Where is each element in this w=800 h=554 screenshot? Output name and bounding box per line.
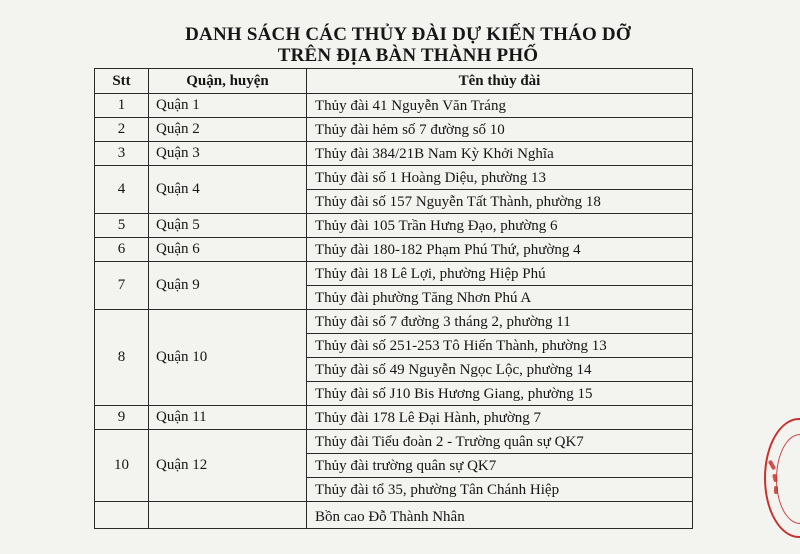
tower-name-cell: Thủy đài 384/21B Nam Kỳ Khởi Nghĩa [307,142,693,166]
district-cell: Quận 3 [149,142,307,166]
table-row [95,214,693,238]
header-district: Quận, huyện [149,69,307,94]
district-cell: Quận 10 [149,310,307,406]
stt-cell: 2 [95,118,149,142]
tower-name-cell: Thủy đài số 157 Nguyễn Tất Thành, phường 18 [307,190,693,214]
header-stt: Stt [95,69,149,94]
header-tower-name: Tên thủy đài [307,69,693,94]
district-cell: Quận 2 [149,118,307,142]
tower-name-cell: Thủy đài 105 Trần Hưng Đạo, phường 6 [307,214,693,238]
tower-name-cell: Thủy đài số J10 Bis Hương Giang, phường 15 [307,382,693,406]
table-row [95,430,693,454]
district-cell: Quận 11 [149,406,307,430]
stt-cell: 10 [95,430,149,502]
district-cell: Quận 9 [149,262,307,310]
tower-name-cell: Thủy đài số 7 đường 3 tháng 2, phường 11 [307,310,693,334]
stt-cell: 5 [95,214,149,238]
stt-cell: 8 [95,310,149,406]
table-row [95,238,693,262]
tower-name-cell: Thủy đài hẻm số 7 đường số 10 [307,118,693,142]
district-cell [149,502,307,529]
district-cell: Quận 4 [149,166,307,214]
table-row [95,142,693,166]
table-row [95,262,693,286]
tower-name-cell: Thủy đài 41 Nguyễn Văn Tráng [307,94,693,118]
stt-cell: 7 [95,262,149,310]
table-body [95,94,693,529]
table-row [95,118,693,142]
tower-name-cell: Thủy đài phường Tăng Nhơn Phú A [307,286,693,310]
stt-cell: 1 [95,94,149,118]
tower-name-cell: Thủy đài Tiểu đoàn 2 - Trường quân sự QK7 [307,430,693,454]
tower-name-cell: Thủy đài 18 Lê Lợi, phường Hiệp Phú [307,262,693,286]
tower-name-cell: Thủy đài tổ 35, phường Tân Chánh Hiệp [307,478,693,502]
tower-name-cell: Thủy đài 180-182 Phạm Phú Thứ, phường 4 [307,238,693,262]
tower-name-cell: Thủy đài số 1 Hoàng Diệu, phường 13 [307,166,693,190]
stt-cell: 6 [95,238,149,262]
stt-cell: 3 [95,142,149,166]
table-row [95,94,693,118]
demolition-list-table [94,68,693,529]
district-cell: Quận 1 [149,94,307,118]
district-cell: Quận 6 [149,238,307,262]
table-row [95,406,693,430]
official-seal [764,418,800,538]
stt-cell [95,502,149,529]
tower-name-cell: Thủy đài trường quân sự QK7 [307,454,693,478]
table-row [95,310,693,334]
table-row [95,166,693,190]
table-header-row [95,69,693,94]
document-title: DANH SÁCH CÁC THỦY ĐÀI DỰ KIẾN THÁO DỠ [185,24,631,45]
document-subtitle: TRÊN ĐỊA BÀN THÀNH PHỐ [277,45,539,66]
table-row [95,502,693,529]
district-cell: Quận 5 [149,214,307,238]
district-cell: Quận 12 [149,430,307,502]
tower-name-cell: Thủy đài số 251-253 Tô Hiến Thành, phường 13 [307,334,693,358]
stt-cell: 9 [95,406,149,430]
tower-name-cell: Thủy đài số 49 Nguyễn Ngọc Lộc, phường 14 [307,358,693,382]
tower-name-cell: Bồn cao Đỗ Thành Nhân [307,502,693,529]
stt-cell: 4 [95,166,149,214]
tower-name-cell: Thủy đài 178 Lê Đại Hành, phường 7 [307,406,693,430]
